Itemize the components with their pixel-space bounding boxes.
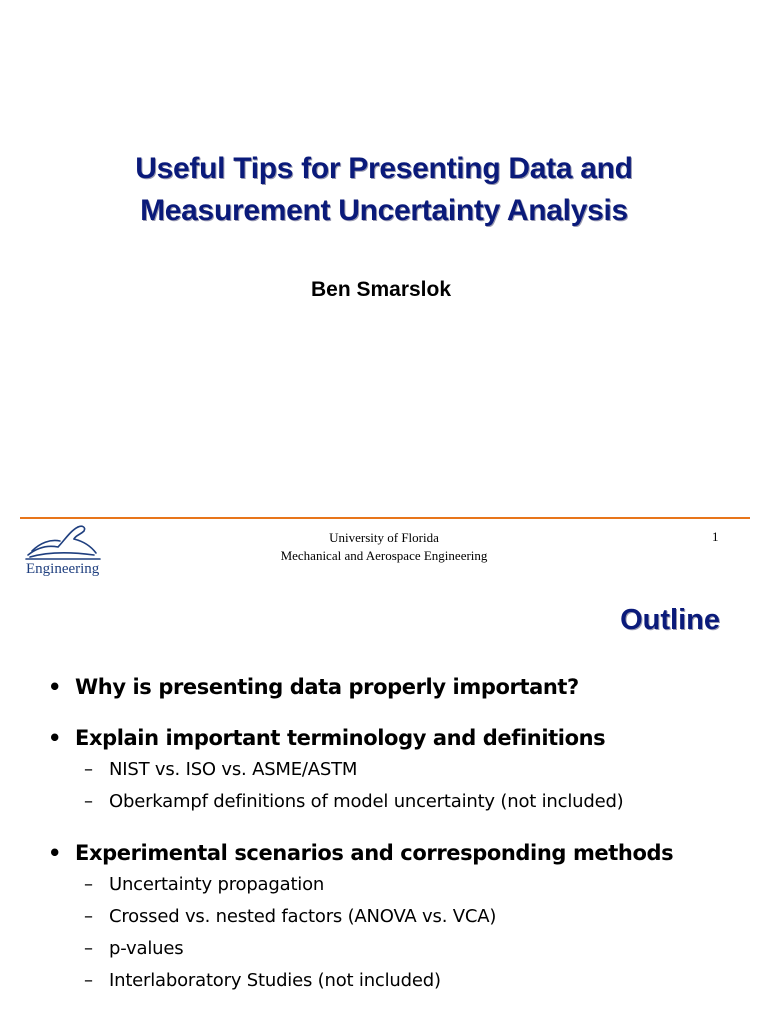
logo-wordmark: Engineering [26,561,100,577]
sub-bullet [44,754,744,786]
sub-bullet-text: Oberkampf definitions of model uncertainty (not included) [109,791,624,812]
outline-bullet [44,838,744,997]
bullet-text: Experimental scenarios and corresponding methods [75,841,674,865]
sub-bullet [44,965,744,997]
bullet-text: Explain important terminology and definitions [75,726,606,750]
sub-bullet [44,869,744,901]
sub-bullet-text: Interlaboratory Studies (not included) [109,970,441,991]
slide-title [0,148,768,232]
sub-bullet-marker: – [84,759,93,780]
sub-bullet [44,901,744,933]
bullet-marker: • [48,726,62,750]
footer-university: University of Florida [329,530,439,545]
page-number: 1 [712,529,719,544]
author-name: Ben Smarslok [310,278,452,301]
bullet-text: Why is presenting data properly important? [75,675,579,699]
sub-bullet [44,933,744,965]
sub-bullet-text: NIST vs. ISO vs. ASME/ASTM [109,759,358,780]
gator-engineering-logo [24,521,104,577]
footer-divider [20,517,750,519]
slide-title-line-2: Measurement Uncertainty Analysis [140,194,628,227]
bullet-marker: • [48,841,62,865]
outline-bullet-list [44,672,744,1017]
sub-bullet [44,786,744,818]
sub-bullet-text: Crossed vs. nested factors (ANOVA vs. VCA) [109,906,497,927]
footer-department: Mechanical and Aerospace Engineering [280,548,488,563]
sub-bullet-marker: – [84,938,93,959]
sub-bullet-list [44,754,744,818]
sub-bullet-marker: – [84,906,93,927]
sub-bullet-marker: – [84,874,93,895]
sub-bullet-list [44,869,744,997]
outline-title: Outline [620,604,720,636]
sub-bullet-text: Uncertainty propagation [109,874,325,895]
slide-title-line-1: Useful Tips for Presenting Data and [135,152,633,185]
bullet-marker: • [48,675,62,699]
sub-bullet-marker: – [84,791,93,812]
outline-bullet [44,672,744,703]
outline-slide [0,590,768,1024]
sub-bullet-text: p-values [109,938,184,959]
footer-info [234,529,534,565]
outline-bullet [44,723,744,818]
sub-bullet-marker: – [84,970,93,991]
